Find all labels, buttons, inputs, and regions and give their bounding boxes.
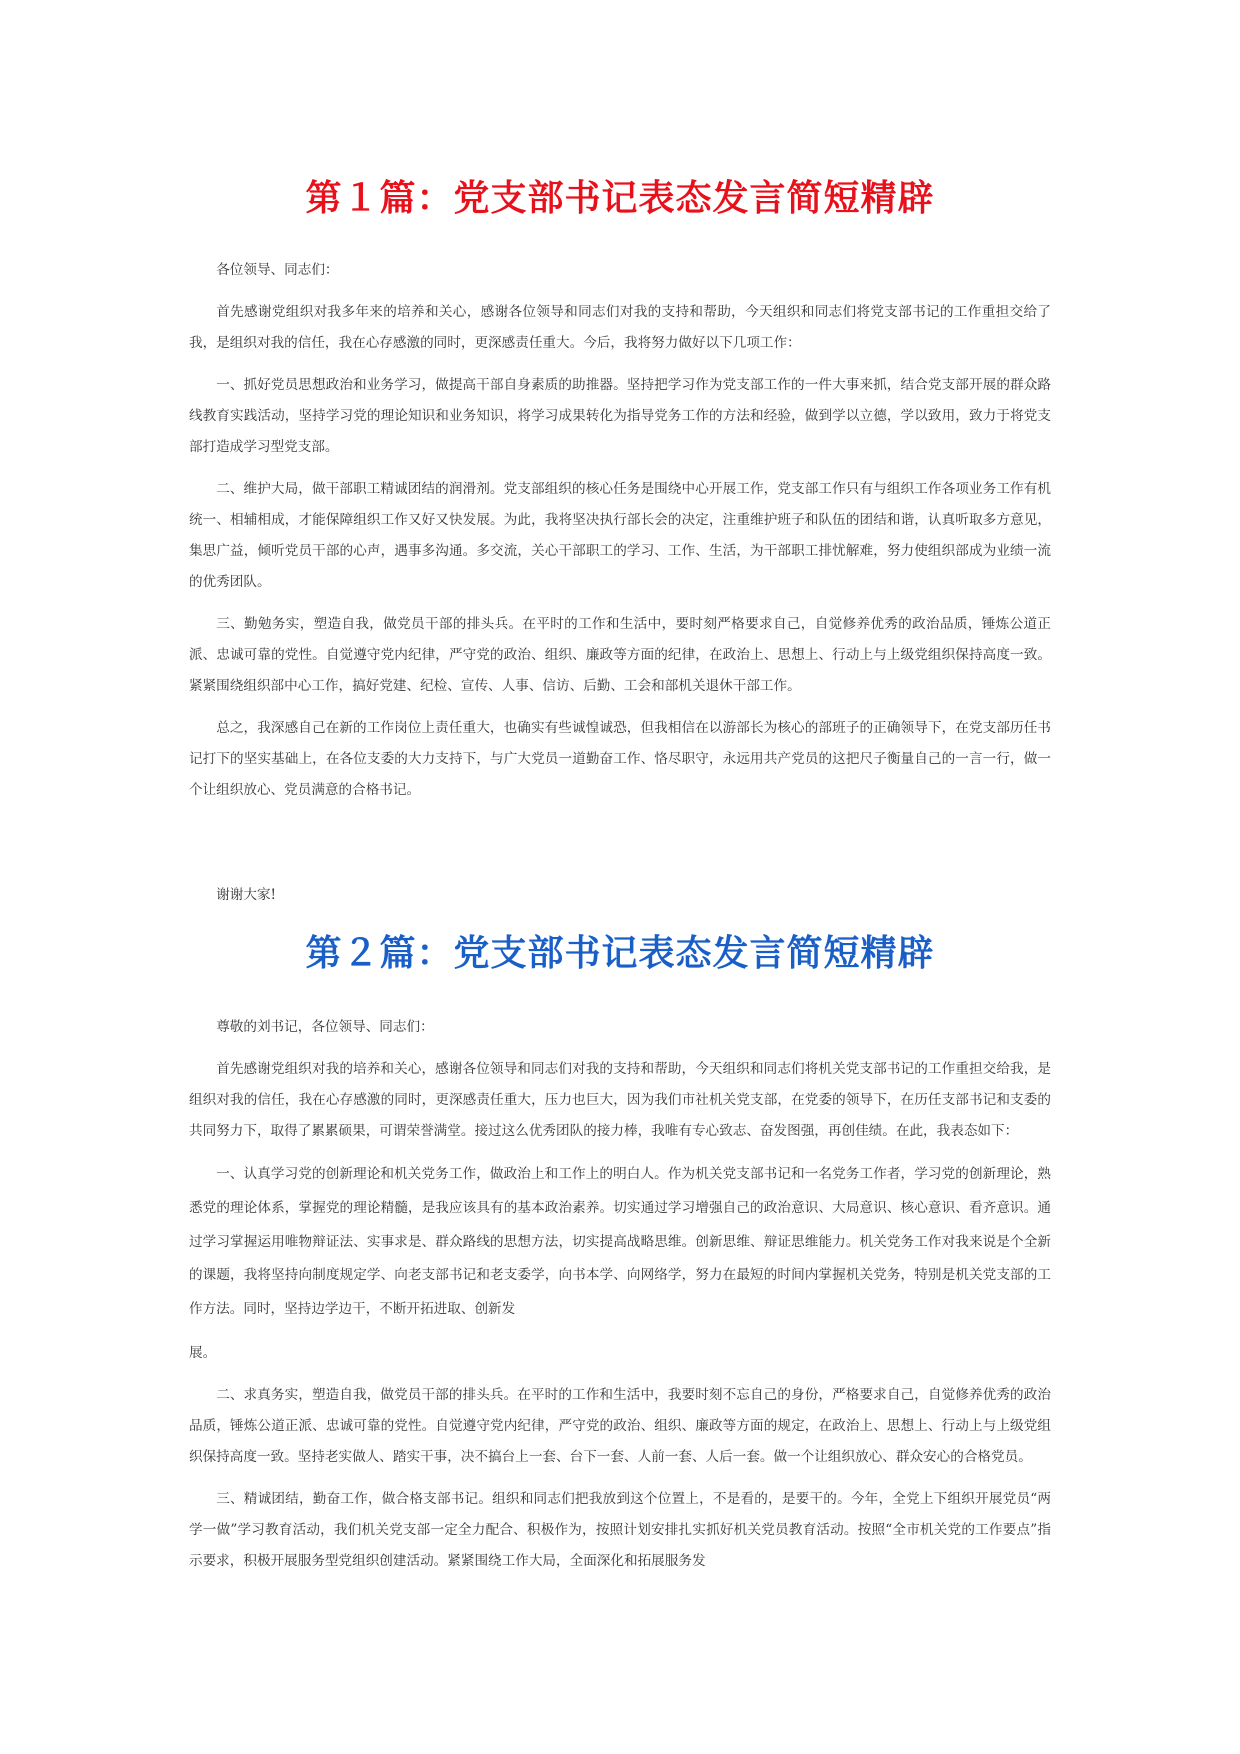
article-1-body [189, 255, 1051, 806]
article-2-paragraph: 二、求真务实，塑造自我，做党员干部的排头兵。在平时的工作和生活中，我要时刻不忘自己的身份，严格要求自己，自觉修养优秀的政治品质，锤炼公道正派、忠诚可靠的党性。自觉遵守党内纪律，严守党的政治、组织、廉政等方面的规定，在政治上、思想上、行动上与上级党组织保持高度一致。坚持老实做人、踏实干事，决不搞台上一套、台下一套、人前一套、人后一套。做一个让组织放心、群众安心的合格党员。 [189, 1386, 1051, 1465]
article-1-paragraph: 一、抓好党员思想政治和业务学习，做提高干部自身素质的助推器。坚持把学习作为党支部工作的一件大事来抓，结合党支部开展的群众路线教育实践活动，坚持学习党的理论知识和业务知识，将学习成果转化为指导党务工作的方法和经验，做到学以立德，学以致用，致力于将党支部打造成学习型党支部。 [189, 377, 1051, 455]
article-2-paragraph: 一、认真学习党的创新理论和机关党务工作，做政治上和工作上的明白人。作为机关党支部书记和一名党务工作者，学习党的创新理论，熟悉党的理论体系，掌握党的理论精髓，是我应该具有的基本政治素养。切实通过学习增强自己的政治意识、大局意识、核心意识、看齐意识。通过学习掌握运用唯物辩证法、实事求是、群众路线的思想方法，切实提高战略思维。创新思维、辩证思维能力。机关党务工作对我来说是个全新的课题，我将坚持向制度规定学、向老支部书记和老支委学，向书本学、向网络学，努力在最短的时间内掌握机关党务，特别是机关党支部的工作方法。同时，坚持边学边干，不断开拓进取、创新发 [189, 1166, 1051, 1318]
article-1-title: 第１篇：党支部书记表态发言简短精辟 [305, 177, 935, 219]
article-2-body [189, 1012, 1051, 1577]
article-1-paragraph: 总之，我深感自己在新的工作岗位上责任重大，也确实有些诚惶诚恐，但我相信在以游部长为核心的部班子的正确领导下，在党支部历任书记打下的坚实基础上，在各位支委的大力支持下，与广大党员一道勤奋工作、恪尽职守，永远用共产党员的这把尺子衡量自己的一言一行，做一个让组织放心、党员满意的合格书记。 [189, 720, 1051, 798]
article-2-salutation: 尊敬的刘书记，各位领导、同志们： [216, 1019, 434, 1035]
article-1-closing: 谢谢大家! [216, 887, 277, 903]
article-2-title: 第２篇：党支部书记表态发言简短精辟 [305, 932, 935, 974]
article-2-paragraph: 三、精诚团结，勤奋工作，做合格支部书记。组织和同志们把我放到这个位置上，不是看的，是要干的。今年，全党上下组织开展党员“两学一做”学习教育活动，我们机关党支部一定全力配合、积极作为，按照计划安排扎实抓好机关党员教育活动。按照“全市机关党的工作要点”指示要求，积极开展服务型党组织创建活动。紧紧围绕工作大局，全面深化和拓展服务发 [189, 1490, 1051, 1569]
article-1-salutation: 各位领导、同志们： [216, 262, 339, 278]
article-1-paragraph: 首先感谢党组织对我多年来的培养和关心，感谢各位领导和同志们对我的支持和帮助，今天组织和同志们将党支部书记的工作重担交给了我，是组织对我的信任，我在心存感激的同时，更深感责任重大。今后，我将努力做好以下几项工作： [189, 304, 1051, 351]
article-1-paragraph: 三、勤勉务实，塑造自我，做党员干部的排头兵。在平时的工作和生活中，要时刻严格要求自己，自觉修养优秀的政治品质，锤炼公道正派、忠诚可靠的党性。自觉遵守党内纪律，严守党的政治、组织、廉政等方面的纪律，在政治上、思想上、行动上与上级党组织保持高度一致。紧紧围绕组织部中心工作，搞好党建、纪检、宣传、人事、信访、后勤、工会和部机关退休干部工作。 [189, 616, 1051, 694]
article-2-paragraph-continuation: 展。 [189, 1344, 217, 1361]
article-1-paragraph: 二、维护大局，做干部职工精诚团结的润滑剂。党支部组织的核心任务是围绕中心开展工作，党支部工作只有与组织工作各项业务工作有机统一、相辅相成，才能保障组织工作又好又快发展。为此，我将坚决执行部长会的决定，注重维护班子和队伍的团结和谐，认真听取多方意见，集思广益，倾听党员干部的心声，遇事多沟通。多交流，关心干部职工的学习、工作、生活，为干部职工排忧解难，努力使组织部成为业绩一流的优秀团队。 [189, 481, 1051, 590]
article-2-paragraph: 首先感谢党组织对我的培养和关心，感谢各位领导和同志们对我的支持和帮助，今天组织和同志们将机关党支部书记的工作重担交给我，是组织对我的信任，我在心存感激的同时，更深感责任重大，压力也巨大，因为我们市社机关党支部，在党委的领导下，在历任支部书记和支委的共同努力下，取得了累累硕果，可谓荣誉满堂。接过这么优秀团队的接力棒，我唯有专心致志、奋发图强，再创佳绩。在此，我表态如下： [189, 1061, 1051, 1139]
